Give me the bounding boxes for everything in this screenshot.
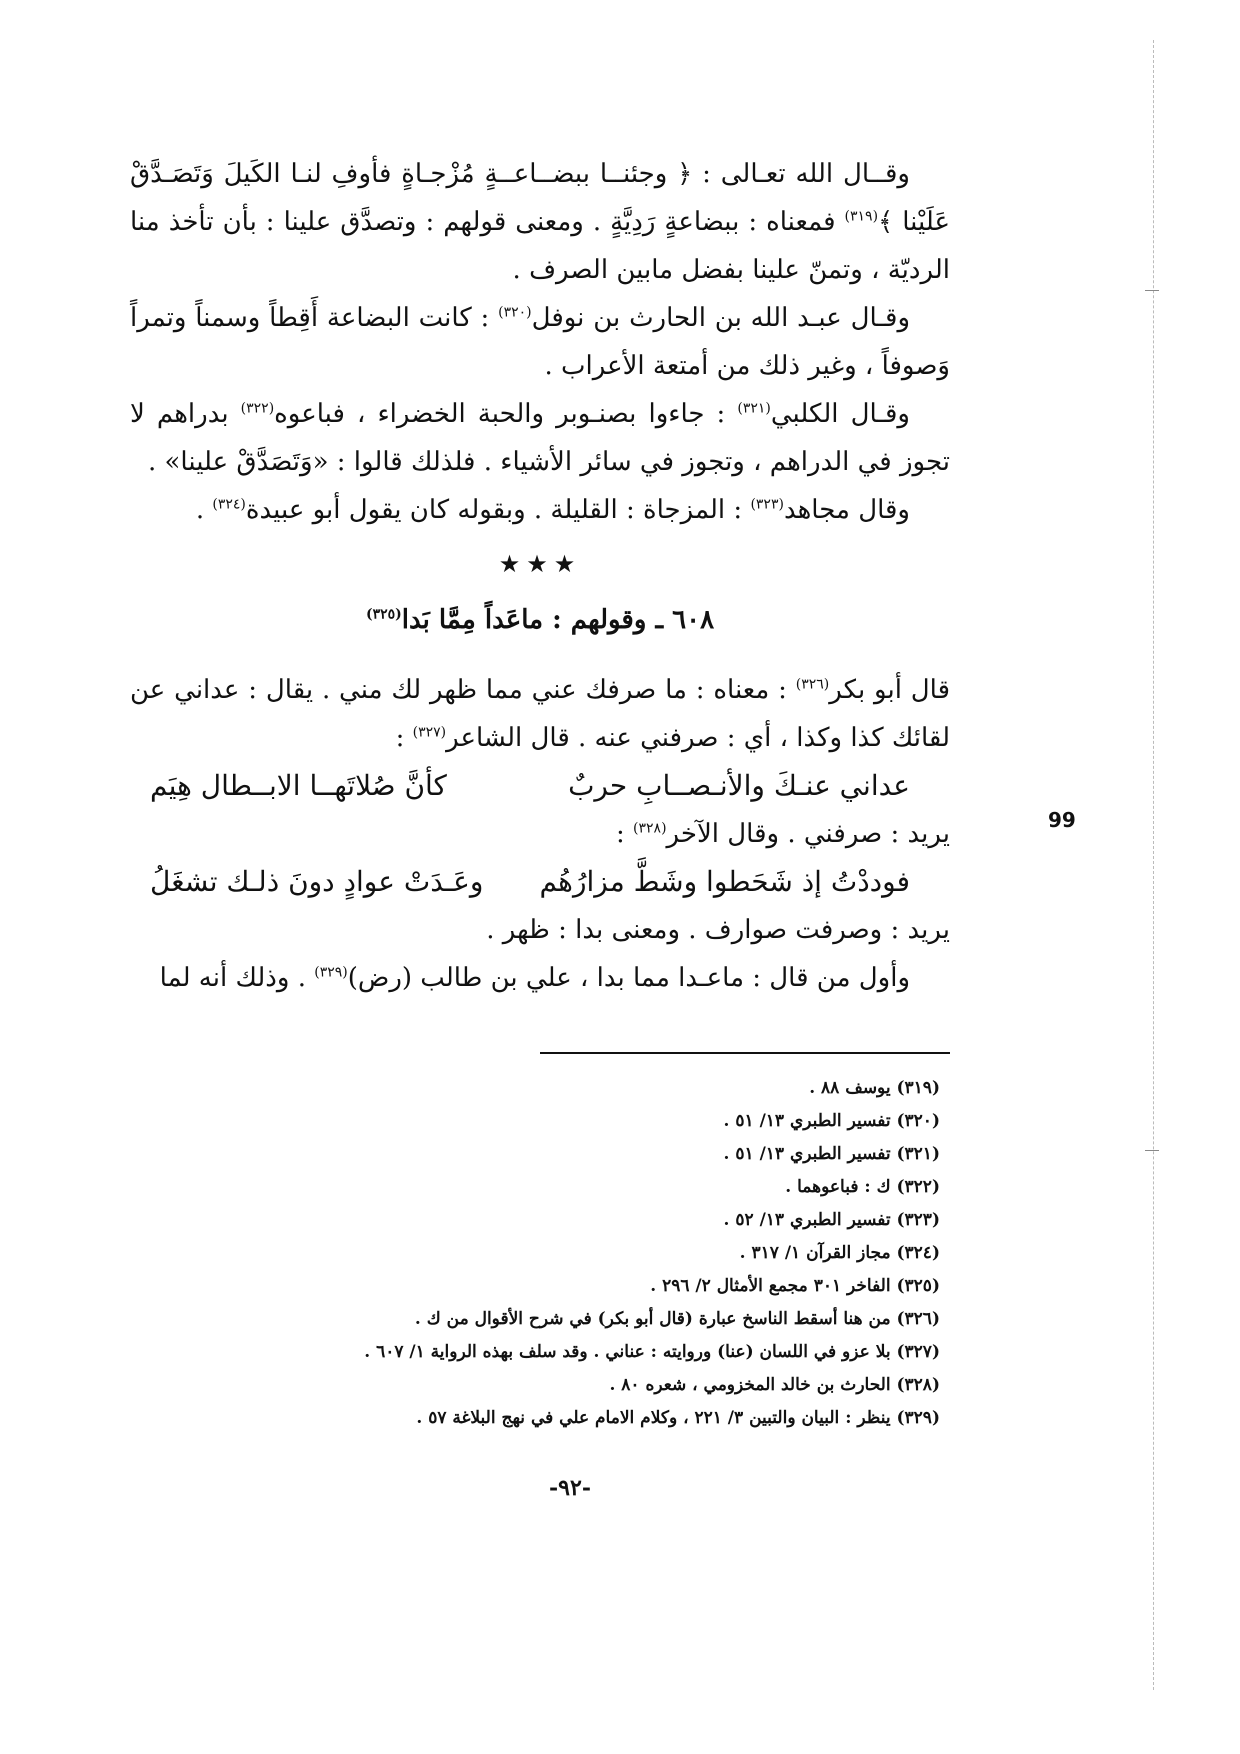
verse-second-hemistich: وعَـدَتْ عوادٍ دونَ ذلـك تشغَلُ <box>150 865 484 898</box>
paragraph-text: . <box>195 495 205 525</box>
paragraph-text: . وذلك أنه لما <box>159 963 306 993</box>
paragraph-text: وقـال الكلبي <box>770 399 910 429</box>
footnote: (٣٢٢) ك : فباعوهما . <box>785 1177 940 1197</box>
footnote-ref: (٣١٩) <box>844 208 879 225</box>
footnote: (٣٢٩) ينظر : البيان والتبين ٣/ ٢٢١ ، وكلام الامام علي في نهج البلاغة ٥٧ . <box>416 1408 940 1428</box>
paragraph-text: قال أبو بكر <box>829 675 951 705</box>
footnote: (٣٢٠) تفسير الطبري ١٣/ ٥١ . <box>723 1111 940 1131</box>
paragraph-text: وقـال عبـد الله بن الحارث بن نوفل <box>531 303 911 333</box>
footnote-ref: (٣٢١) <box>737 400 771 417</box>
heading-text: ٦٠٨ ـ وقولهم : ماعَداً مِمَّا بَدا <box>401 605 715 635</box>
poem-verse-2 <box>130 858 950 906</box>
footnote-ref: (٣٢٤) <box>212 496 246 513</box>
quran-verse-end: عَلَيْنا ﴾ <box>878 207 950 237</box>
scan-edge-line <box>1153 40 1154 1690</box>
footnote: (٣٢٧) بلا عزو في اللسان (عنا) وروايته : عناني . وقد سلف بهذه الرواية ١/ ٦٠٧ . <box>364 1342 940 1362</box>
paragraph-text: بدراهم لا تجوز في الدراهم ، وتجوز في سائر الأشياء . فلذلك قالوا : «وَتَصَدَّقْ علينا» . <box>130 399 950 477</box>
footnote-ref: (٣٢٢) <box>240 400 275 417</box>
footnote: (٣٢١) تفسير الطبري ١٣/ ٥١ . <box>723 1144 940 1164</box>
paragraph-other-poet <box>130 810 950 858</box>
paragraph-text: : المزجاة : القليلة . وبقوله كان يقول أبو عبيدة <box>245 495 743 525</box>
verse-first-hemistich: عداني عنـكَ والأنـصــابِ حربٌ <box>568 769 910 802</box>
footnote: (٣١٩) يوسف ٨٨ . <box>809 1078 940 1098</box>
paragraph-meaning <box>130 906 950 954</box>
paragraph-text: وقال مجاهد <box>783 495 910 525</box>
footnote-ref: (٣٢٥) <box>365 606 402 623</box>
footnote: (٣٢٣) تفسير الطبري ١٣/ ٥٢ . <box>723 1210 940 1230</box>
section-heading <box>130 596 950 644</box>
footnote: (٣٢٥) الفاخر ٣٠١ مجمع الأمثال ٢/ ٢٩٦ . <box>650 1276 940 1296</box>
paragraph-text: يريد : صرفني . وقال الآخر <box>666 819 950 849</box>
footnote-ref: (٣٢٦) <box>795 676 830 693</box>
footnote: (٣٢٨) الحارث بن خالد المخزومي ، شعره ٨٠ . <box>609 1375 940 1395</box>
footnote-separator <box>540 1052 950 1054</box>
footnote-ref: (٣٢٠) <box>498 304 532 321</box>
footnote: (٣٢٤) مجاز القرآن ١/ ٣١٧ . <box>739 1243 940 1263</box>
footnote: (٣٢٦) من هنا أسقط الناسخ عبارة (قال أبو بكر) في شرح الأقوال من ك . <box>414 1309 940 1329</box>
paragraph-mujahid <box>130 486 950 534</box>
page-number: -٩٢- <box>549 1475 591 1501</box>
footnote-ref: (٣٢٧) <box>412 724 447 741</box>
paragraph-quran <box>130 150 950 294</box>
verse-second-hemistich: كأنَّ صُلاتَهــا الابــطال هِيَم <box>150 769 447 802</box>
margin-page-number: 99 <box>1048 808 1076 832</box>
paragraph-text: يريد : وصرفت صوارف . ومعنى بدا : ظهر . <box>486 915 950 945</box>
scan-edge-mark <box>1145 1150 1159 1151</box>
paragraph-text: : كانت البضاعة أَقِطاً وسمناً وتمراً وَصوفاً ، وغير ذلك من أمتعة الأعراب . <box>130 303 950 381</box>
paragraph-text: وأول من قال : ماعـدا مما بدا ، علي بن طالب (رض) <box>347 963 910 993</box>
paragraph-kalbi <box>130 390 950 486</box>
paragraph-text: : معناه : ما صرفك عني مما ظهر لك مني . يقال : عداني عن لقائك كذا وكذا ، أي : صرفني عنه . قال الشاعر <box>130 675 950 753</box>
poem-verse-1 <box>130 762 950 810</box>
paragraph-abu-bakr <box>130 666 950 762</box>
verse-first-hemistich: فوددْتُ إذ شَحَطوا وشَطَّ مزارُهُم <box>539 865 910 898</box>
paragraph-first-said <box>130 954 950 1002</box>
paragraph-text: : <box>616 819 625 849</box>
scan-edge-mark <box>1145 290 1159 291</box>
paragraph-text: فمعناه : ببضاعةٍ رَدِيَّةٍ . ومعنى قولهم : وتصدَّق علينا : بأن تأخذ منا الرديّة ، وتمنّ علينا بفضل مابين الصرف . <box>130 207 950 285</box>
paragraph-text: : جاءوا بصنـوبر والحبة الخضراء ، فباعوه <box>274 399 726 429</box>
paragraph-text: : <box>395 723 405 753</box>
footnote-ref: (٣٢٣) <box>750 496 784 513</box>
paragraph-abdullah <box>130 294 950 390</box>
main-text <box>130 150 950 1002</box>
footnote-ref: (٣٢٩) <box>314 964 348 981</box>
footnote-ref: (٣٢٨) <box>633 820 667 837</box>
section-divider-stars: ★★★ <box>498 550 582 578</box>
quran-verse-text: وقــال الله تعـالى : ﴿ وجئنــا ببضــاعــةٍ مُزْجـاةٍ فأوفِ لنـا الكَيلَ وَتَصَـدَّقْ <box>130 159 910 189</box>
footnotes <box>250 1072 940 1435</box>
